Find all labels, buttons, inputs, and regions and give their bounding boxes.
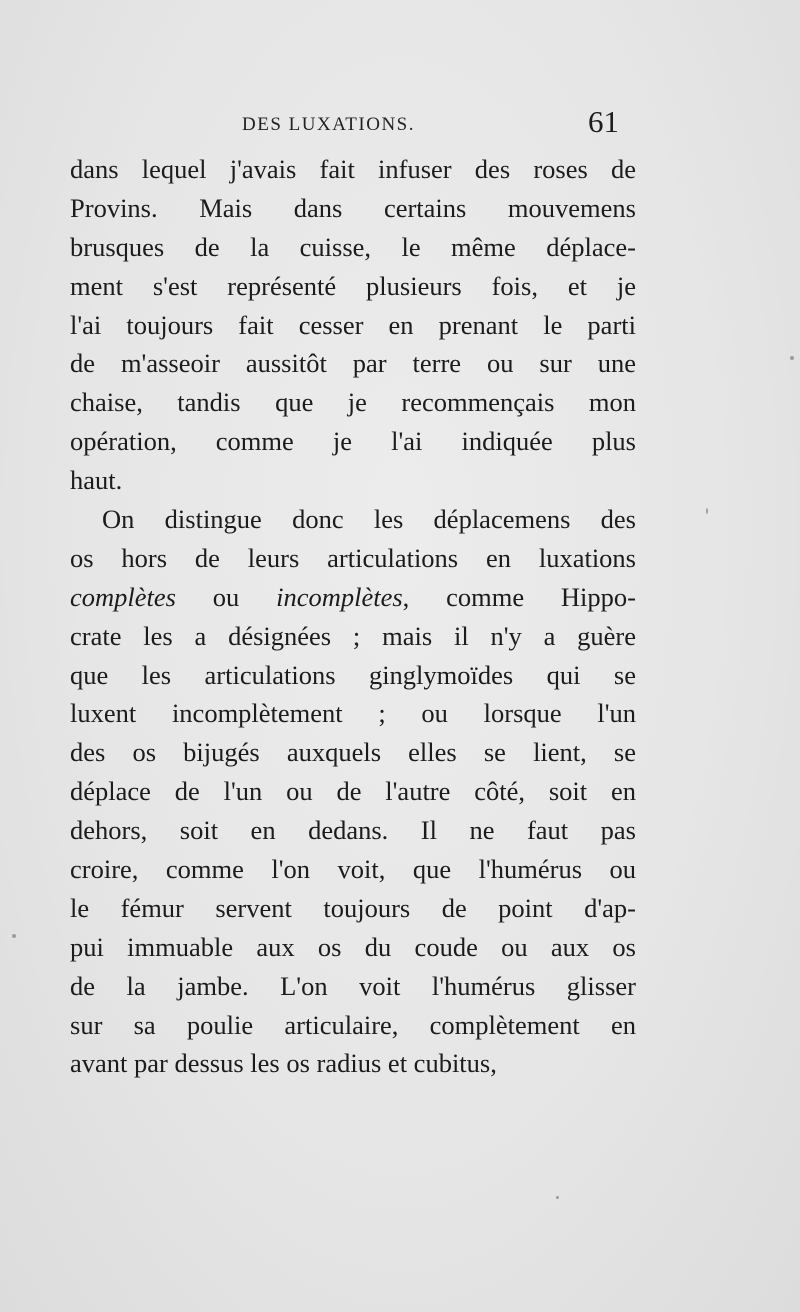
text-line: avant par dessus les os radius et cubitus, <box>70 1048 497 1079</box>
text-line: ment s'est représenté plusieurs fois, et je <box>70 270 636 301</box>
text-line: le fémur servent toujours de point d'ap- <box>70 892 636 923</box>
text-line: chaise, tandis que je recommençais mon <box>70 387 636 418</box>
text-line: luxent incomplètement ; ou lorsque l'un <box>70 698 636 729</box>
running-title: DES LUXATIONS. <box>242 114 415 135</box>
paper-speck <box>12 934 16 938</box>
text-line: opération, comme je l'ai indiquée plus <box>70 426 636 457</box>
text-line: pui immuable aux os du coude ou aux os <box>70 931 636 962</box>
body-text <box>70 150 636 1083</box>
text-line: dehors, soit en dedans. Il ne faut pas <box>70 815 636 846</box>
text-line: l'ai toujours fait cesser en prenant le parti <box>70 309 636 340</box>
text-fragment: , comme Hippo- <box>402 581 636 612</box>
page-header <box>0 104 800 144</box>
text-fragment: ou <box>175 581 277 612</box>
text-line: de la jambe. L'on voit l'humérus glisser <box>70 970 636 1001</box>
text-line: dans lequel j'avais fait infuser des roses de <box>70 154 636 184</box>
text-line: que les articulations ginglymoïdes qui se <box>70 659 636 690</box>
italic-term: incomplètes <box>276 581 403 612</box>
paper-speck <box>556 1196 559 1199</box>
text-line: Provins. Mais dans certains mouvemens <box>70 192 636 223</box>
paragraph-first-line: On distingue donc les déplacemens des <box>102 504 636 535</box>
text-line: de m'asseoir aussitôt par terre ou sur une <box>70 348 636 379</box>
text-line: croire, comme l'on voit, que l'humérus ou <box>70 854 636 885</box>
text-line: haut. <box>70 465 123 496</box>
text-line: os hors de leurs articulations en luxations <box>70 542 636 573</box>
text-line: brusques de la cuisse, le même déplace- <box>70 231 636 262</box>
text-line: des os bijugés auxquels elles se lient, se <box>70 737 636 768</box>
paper-speck <box>706 508 708 514</box>
text-line: crate les a désignées ; mais il n'y a guère <box>70 620 636 651</box>
text-line: sur sa poulie articulaire, complètement en <box>70 1009 636 1040</box>
paper-speck <box>790 356 794 360</box>
italic-term: complètes <box>70 581 176 612</box>
page-number: 61 <box>588 104 619 139</box>
text-line-mixed <box>70 578 636 617</box>
text-line: déplace de l'un ou de l'autre côté, soit en <box>70 776 636 807</box>
